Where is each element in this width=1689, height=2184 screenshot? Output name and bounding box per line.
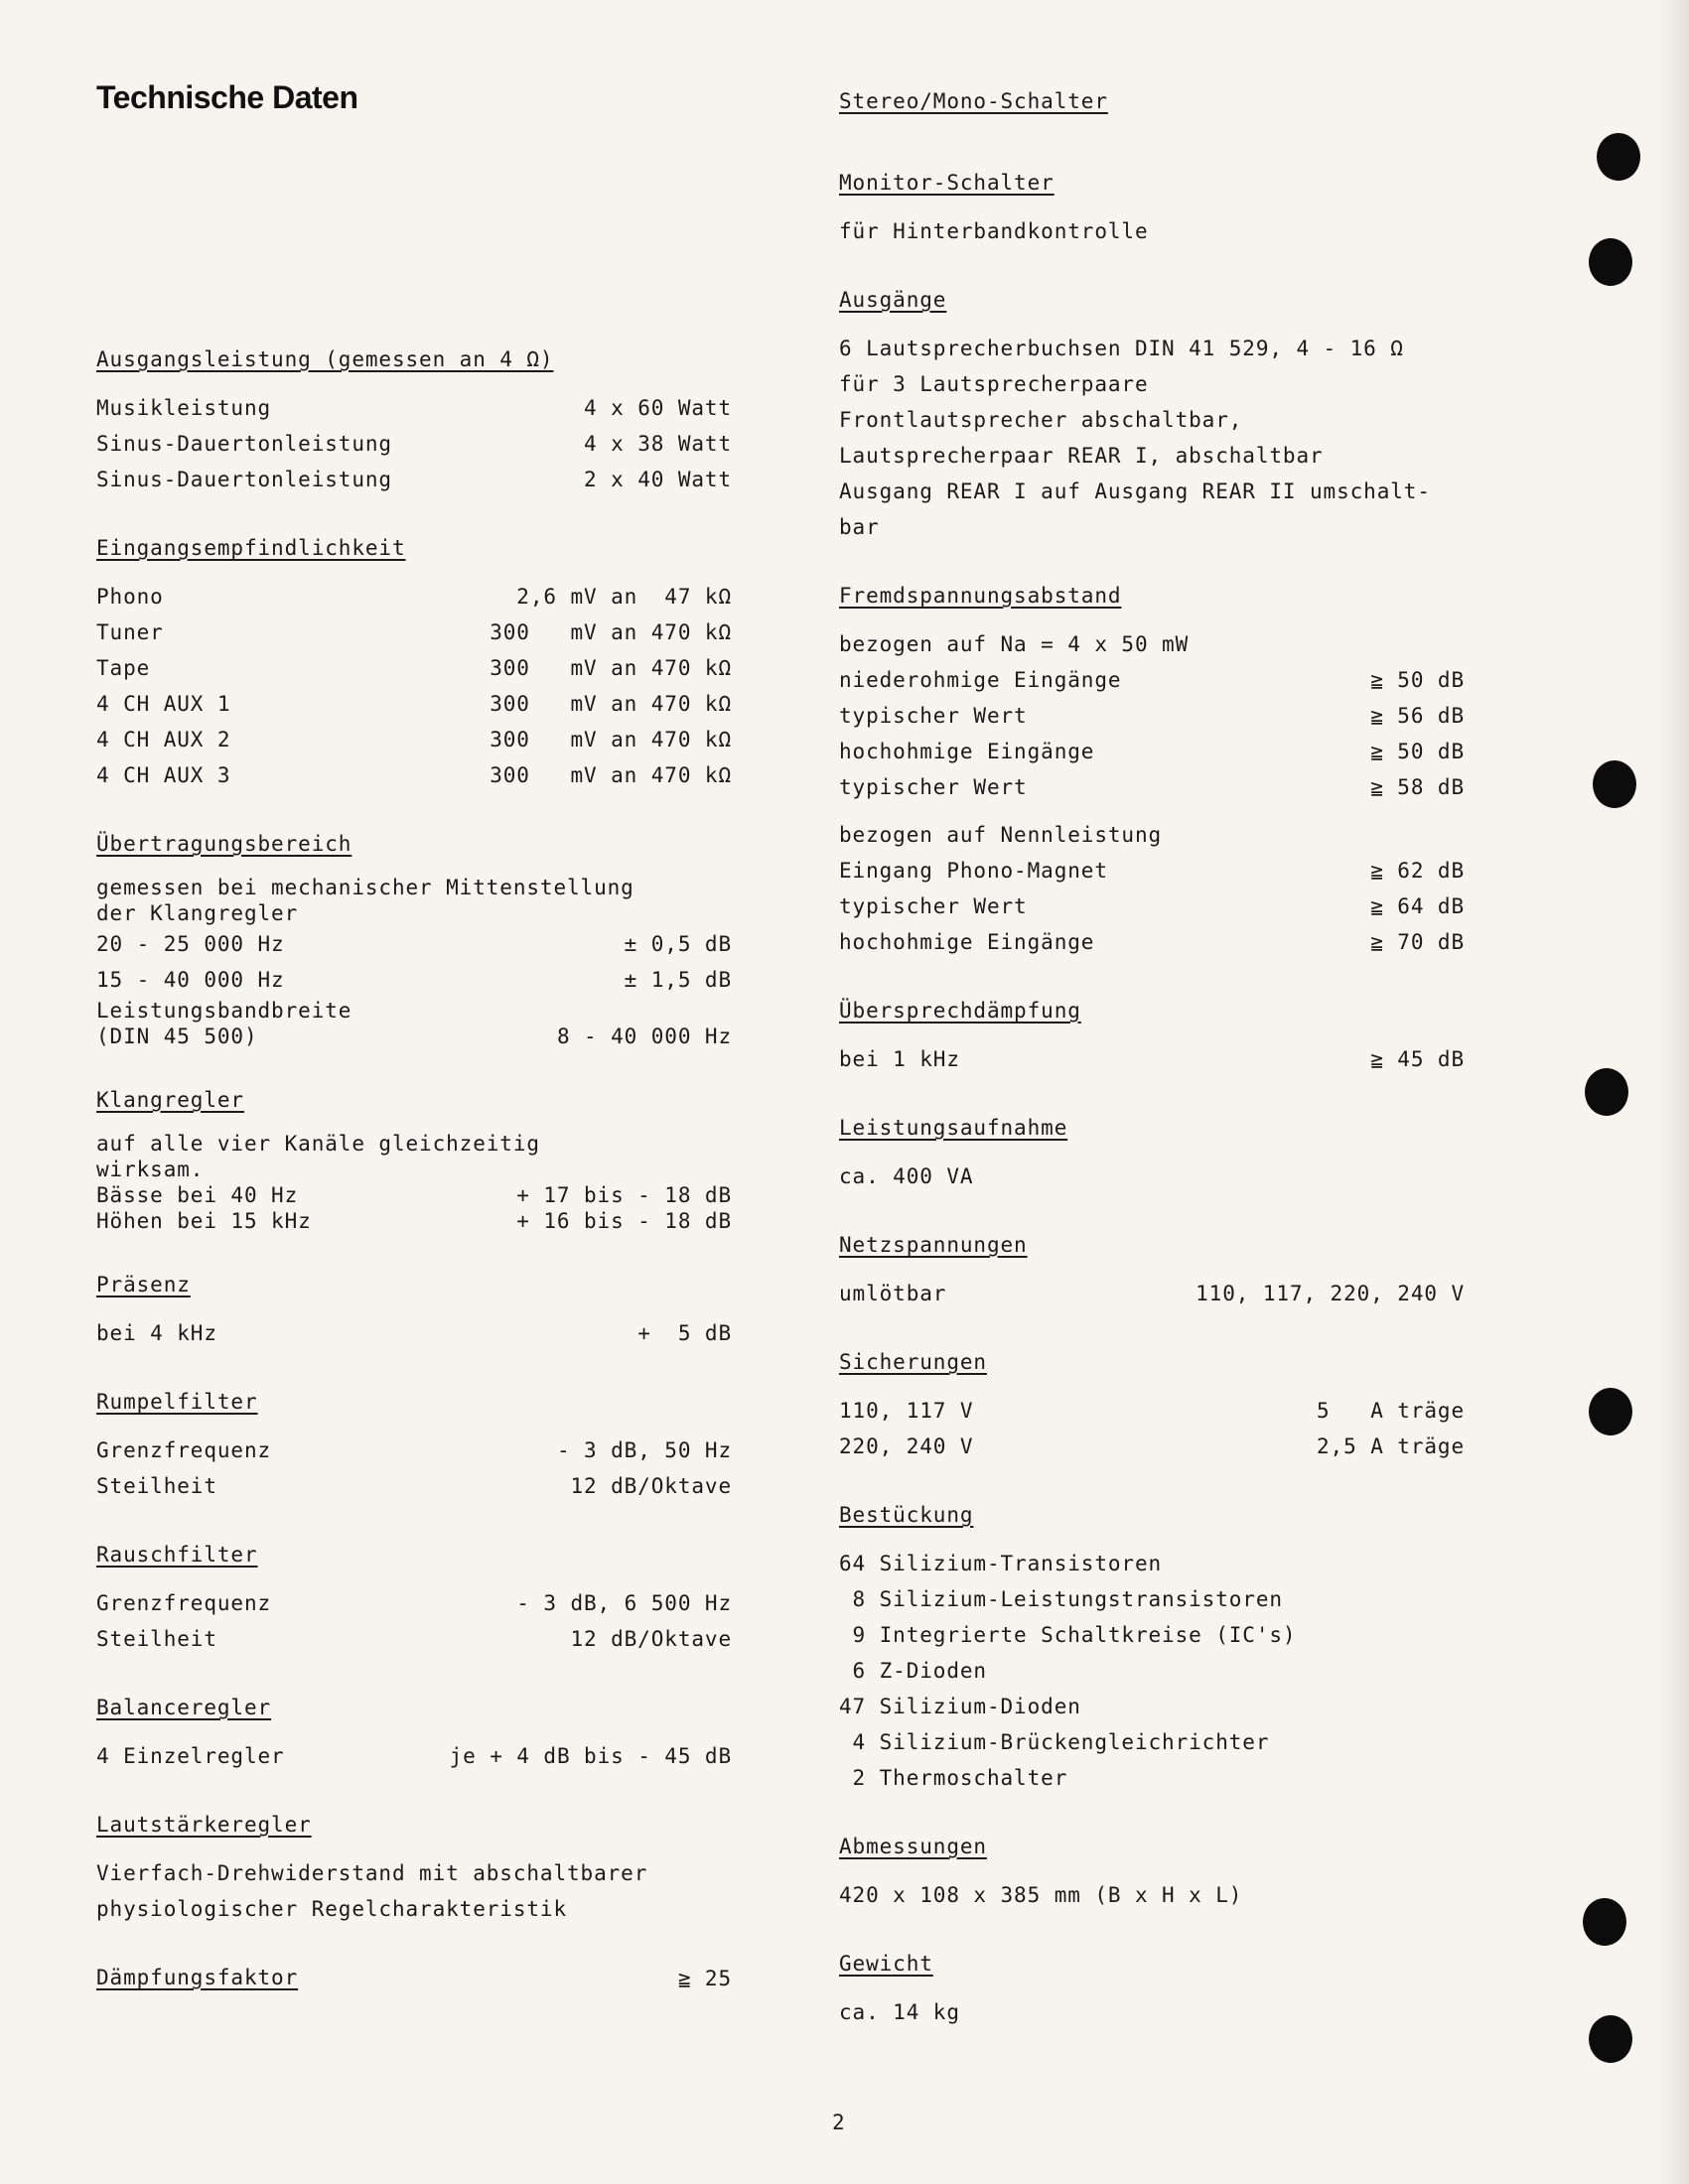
spec-row bbox=[96, 390, 732, 426]
spec-label: Leistungsbandbreite bbox=[96, 999, 352, 1023]
spec-label: Bässe bei 40 Hz bbox=[96, 1183, 299, 1207]
binder-hole bbox=[1589, 2015, 1632, 2063]
spec-value: ≧ 62 dB bbox=[1370, 859, 1465, 883]
section-heading: Leistungsaufnahme bbox=[839, 1116, 1068, 1140]
spec-label: Grenzfrequenz bbox=[96, 1438, 272, 1462]
section-heading: Netzspannungen bbox=[839, 1233, 1028, 1257]
spec-label: 15 - 40 000 Hz bbox=[96, 968, 285, 992]
spec-label: Tape bbox=[96, 656, 151, 680]
spec-label: Grenzfrequenz bbox=[96, 1591, 272, 1615]
spec-row bbox=[96, 1585, 732, 1621]
spec-section bbox=[96, 827, 732, 1049]
intro-text: auf alle vier Kanäle gleichzeitig bbox=[96, 1132, 540, 1156]
spec-value: 110, 117, 220, 240 V bbox=[1196, 1282, 1465, 1305]
section-heading: Rauschfilter bbox=[96, 1543, 258, 1567]
spec-section bbox=[96, 1961, 732, 2008]
spec-value: + 5 dB bbox=[637, 1321, 732, 1345]
spec-label: 20 - 25 000 Hz bbox=[96, 932, 285, 956]
spec-row bbox=[96, 1738, 732, 1774]
spec-value: ≧ 64 dB bbox=[1370, 894, 1465, 918]
section-heading: Übertragungsbereich bbox=[96, 832, 352, 856]
page-edge bbox=[1659, 0, 1689, 2184]
intro-text: wirksam. bbox=[96, 1158, 205, 1181]
text-line: ca. 400 VA bbox=[839, 1164, 974, 1188]
text-line: 64 Silizium-Transistoren bbox=[839, 1552, 1163, 1575]
spec-section bbox=[96, 1808, 732, 1927]
section-heading: Stereo/Mono-Schalter bbox=[839, 89, 1108, 113]
spec-label: Steilheit bbox=[96, 1627, 217, 1651]
spec-row bbox=[839, 626, 1465, 662]
spec-row bbox=[96, 1024, 732, 1049]
text-line: 4 Silizium-Brückengleichrichter bbox=[839, 1730, 1270, 1754]
spec-row bbox=[96, 1621, 732, 1657]
text-line: 8 Silizium-Leistungstransistoren bbox=[839, 1587, 1283, 1611]
spec-row bbox=[839, 734, 1465, 769]
spec-label: 4 Einzelregler bbox=[96, 1744, 285, 1768]
spec-row bbox=[839, 817, 1465, 853]
spec-section bbox=[839, 1228, 1465, 1311]
spec-section bbox=[839, 579, 1465, 960]
spec-label: Sinus-Dauertonleistung bbox=[96, 432, 392, 456]
spec-value: 300 mV an 470 kΩ bbox=[490, 692, 732, 716]
spec-section bbox=[96, 342, 732, 497]
spec-row bbox=[839, 662, 1465, 698]
spec-label: Musikleistung bbox=[96, 396, 272, 420]
spec-label: Eingang Phono-Magnet bbox=[839, 859, 1108, 883]
spec-section bbox=[839, 1830, 1465, 1913]
spec-row bbox=[96, 998, 732, 1024]
section-heading: Abmessungen bbox=[839, 1835, 987, 1858]
section-heading: Ausgänge bbox=[839, 288, 947, 312]
section-heading: Sicherungen bbox=[839, 1350, 987, 1374]
text-line: 47 Silizium-Dioden bbox=[839, 1695, 1081, 1718]
text-line: ca. 14 kg bbox=[839, 2000, 960, 2024]
spec-label: Steilheit bbox=[96, 1474, 217, 1498]
section-heading: Klangregler bbox=[96, 1088, 244, 1112]
section-heading: Eingangsempfindlichkeit bbox=[96, 536, 406, 560]
spec-value: ≧ 50 dB bbox=[1370, 668, 1465, 692]
right-column bbox=[839, 84, 1465, 2064]
spec-row bbox=[96, 926, 732, 962]
section-heading: Balanceregler bbox=[96, 1696, 272, 1719]
spec-label: umlötbar bbox=[839, 1282, 947, 1305]
spec-label: Tuner bbox=[96, 620, 164, 644]
spec-value: ≧ 70 dB bbox=[1370, 930, 1465, 954]
spec-label: Sinus-Dauertonleistung bbox=[96, 468, 392, 491]
spec-value: 300 mV an 470 kΩ bbox=[490, 656, 732, 680]
spec-row bbox=[839, 888, 1465, 924]
spec-section bbox=[96, 1691, 732, 1774]
binder-hole bbox=[1589, 1388, 1632, 1435]
section-heading: Bestückung bbox=[839, 1503, 974, 1527]
spec-label: 4 CH AUX 2 bbox=[96, 728, 231, 751]
spec-label: bei 1 kHz bbox=[839, 1047, 960, 1071]
spec-section bbox=[96, 1538, 732, 1657]
spec-label: typischer Wert bbox=[839, 704, 1028, 728]
spec-row bbox=[96, 686, 732, 722]
text-line: bar bbox=[839, 515, 880, 539]
spec-label: niederohmige Eingänge bbox=[839, 668, 1122, 692]
text-line: 2 Thermoschalter bbox=[839, 1766, 1068, 1790]
spec-label: Höhen bei 15 kHz bbox=[96, 1209, 312, 1233]
spec-section bbox=[839, 1498, 1465, 1796]
spec-label: 110, 117 V bbox=[839, 1399, 974, 1423]
spec-row bbox=[96, 1208, 732, 1234]
spec-value: + 16 bis - 18 dB bbox=[516, 1209, 732, 1233]
text-line: für Hinterbandkontrolle bbox=[839, 219, 1149, 243]
spec-label: hochohmige Eingänge bbox=[839, 930, 1095, 954]
text-line: Vierfach-Drehwiderstand mit abschaltbarer bbox=[96, 1861, 648, 1885]
spec-row bbox=[839, 1276, 1465, 1311]
spec-label: bezogen auf Nennleistung bbox=[839, 823, 1163, 847]
text-line: für 3 Lautsprecherpaare bbox=[839, 372, 1149, 396]
text-line: 420 x 108 x 385 mm (B x H x L) bbox=[839, 1883, 1243, 1907]
text-line: Frontlautsprecher abschaltbar, bbox=[839, 408, 1243, 432]
page-number: 2 bbox=[832, 2111, 845, 2134]
spec-value: ≧ 25 bbox=[677, 1967, 732, 1990]
spec-label: Phono bbox=[96, 585, 164, 609]
intro-text: der Klangregler bbox=[96, 901, 299, 925]
spec-row bbox=[839, 924, 1465, 960]
spec-value: + 17 bis - 18 dB bbox=[516, 1183, 732, 1207]
spec-value: 5 A träge bbox=[1317, 1399, 1465, 1423]
spec-row bbox=[96, 650, 732, 686]
spec-row bbox=[839, 769, 1465, 805]
text-line: 6 Z-Dioden bbox=[839, 1659, 987, 1683]
spec-label: bezogen auf Na = 4 x 50 mW bbox=[839, 632, 1190, 656]
spec-value: - 3 dB, 50 Hz bbox=[556, 1438, 732, 1462]
spec-section bbox=[839, 1111, 1465, 1194]
spec-row bbox=[96, 962, 732, 998]
left-column bbox=[96, 342, 732, 2042]
spec-value: 300 mV an 470 kΩ bbox=[490, 620, 732, 644]
spec-value: - 3 dB, 6 500 Hz bbox=[516, 1591, 732, 1615]
text-line: Lautsprecherpaar REAR I, abschaltbar bbox=[839, 444, 1324, 468]
spec-value: 8 - 40 000 Hz bbox=[556, 1024, 732, 1048]
spec-row bbox=[839, 1041, 1465, 1077]
spec-value: 4 x 60 Watt bbox=[584, 396, 732, 420]
spec-value: 12 dB/Oktave bbox=[570, 1627, 732, 1651]
spec-value: ≧ 58 dB bbox=[1370, 775, 1465, 799]
spec-section bbox=[96, 1385, 732, 1504]
spec-row bbox=[839, 853, 1465, 888]
spec-row bbox=[96, 1468, 732, 1504]
section-heading: Ausgangsleistung (gemessen an 4 Ω) bbox=[96, 347, 554, 371]
section-heading: Präsenz bbox=[96, 1273, 191, 1297]
spec-row bbox=[96, 579, 732, 614]
spec-value: ± 1,5 dB bbox=[624, 968, 732, 992]
binder-hole bbox=[1583, 1898, 1626, 1946]
spec-value: 4 x 38 Watt bbox=[584, 432, 732, 456]
spec-value: ≧ 56 dB bbox=[1370, 704, 1465, 728]
section-heading: Dämpfungsfaktor bbox=[96, 1966, 299, 1989]
spec-label: 4 CH AUX 1 bbox=[96, 692, 231, 716]
spec-row bbox=[96, 757, 732, 793]
spec-value: ± 0,5 dB bbox=[624, 932, 732, 956]
spec-value: 300 mV an 470 kΩ bbox=[490, 763, 732, 787]
spec-section bbox=[839, 283, 1465, 545]
section-heading: Lautstärkeregler bbox=[96, 1813, 312, 1837]
spec-section bbox=[839, 1345, 1465, 1464]
spec-row bbox=[839, 698, 1465, 734]
spec-row bbox=[96, 462, 732, 497]
spec-label: typischer Wert bbox=[839, 775, 1028, 799]
spec-section bbox=[96, 531, 732, 793]
section-heading: Gewicht bbox=[839, 1952, 933, 1976]
spec-label: 220, 240 V bbox=[839, 1434, 974, 1458]
section-heading: Monitor-Schalter bbox=[839, 171, 1055, 195]
spec-value: ≧ 50 dB bbox=[1370, 740, 1465, 763]
spec-section bbox=[839, 994, 1465, 1077]
spec-section bbox=[839, 166, 1465, 249]
spec-row bbox=[96, 426, 732, 462]
text-line: 9 Integrierte Schaltkreise (IC's) bbox=[839, 1623, 1297, 1647]
spec-section bbox=[839, 84, 1465, 132]
spec-value: 300 mV an 470 kΩ bbox=[490, 728, 732, 751]
text-line: 6 Lautsprecherbuchsen DIN 41 529, 4 - 16 Ω bbox=[839, 337, 1404, 360]
spec-label: 4 CH AUX 3 bbox=[96, 763, 231, 787]
text-line: Ausgang REAR I auf Ausgang REAR II umschalt- bbox=[839, 479, 1431, 503]
section-heading: Übersprechdämpfung bbox=[839, 999, 1081, 1023]
spec-section bbox=[839, 1947, 1465, 2030]
section-heading: Rumpelfilter bbox=[96, 1390, 258, 1414]
section-heading: Fremdspannungsabstand bbox=[839, 584, 1122, 608]
spec-value: 2 x 40 Watt bbox=[584, 468, 732, 491]
spec-value: ≧ 45 dB bbox=[1370, 1047, 1465, 1071]
spec-value: 12 dB/Oktave bbox=[570, 1474, 732, 1498]
spec-row bbox=[96, 1182, 732, 1208]
binder-hole bbox=[1589, 238, 1632, 286]
spec-row bbox=[96, 614, 732, 650]
binder-hole bbox=[1597, 133, 1640, 181]
binder-hole bbox=[1593, 760, 1636, 808]
spec-section bbox=[96, 1268, 732, 1351]
intro-text: gemessen bei mechanischer Mittenstellung bbox=[96, 876, 634, 899]
spec-label: (DIN 45 500) bbox=[96, 1024, 258, 1048]
spec-label: hochohmige Eingänge bbox=[839, 740, 1095, 763]
spec-value: 2,5 A träge bbox=[1317, 1434, 1465, 1458]
binder-hole bbox=[1585, 1068, 1628, 1116]
spec-value: 2,6 mV an 47 kΩ bbox=[516, 585, 732, 609]
spec-section bbox=[96, 1083, 732, 1234]
page-title: Technische Daten bbox=[96, 79, 358, 115]
spec-row bbox=[839, 1429, 1465, 1464]
spec-row bbox=[96, 1961, 732, 2008]
spec-row bbox=[96, 1433, 732, 1468]
spacer bbox=[839, 805, 1465, 817]
spec-label: typischer Wert bbox=[839, 894, 1028, 918]
text-line: physiologischer Regelcharakteristik bbox=[96, 1897, 568, 1921]
spec-label: bei 4 kHz bbox=[96, 1321, 217, 1345]
spec-value: je + 4 dB bis - 45 dB bbox=[449, 1744, 732, 1768]
spec-row bbox=[96, 1315, 732, 1351]
spec-row bbox=[839, 1393, 1465, 1429]
spec-row bbox=[96, 722, 732, 757]
